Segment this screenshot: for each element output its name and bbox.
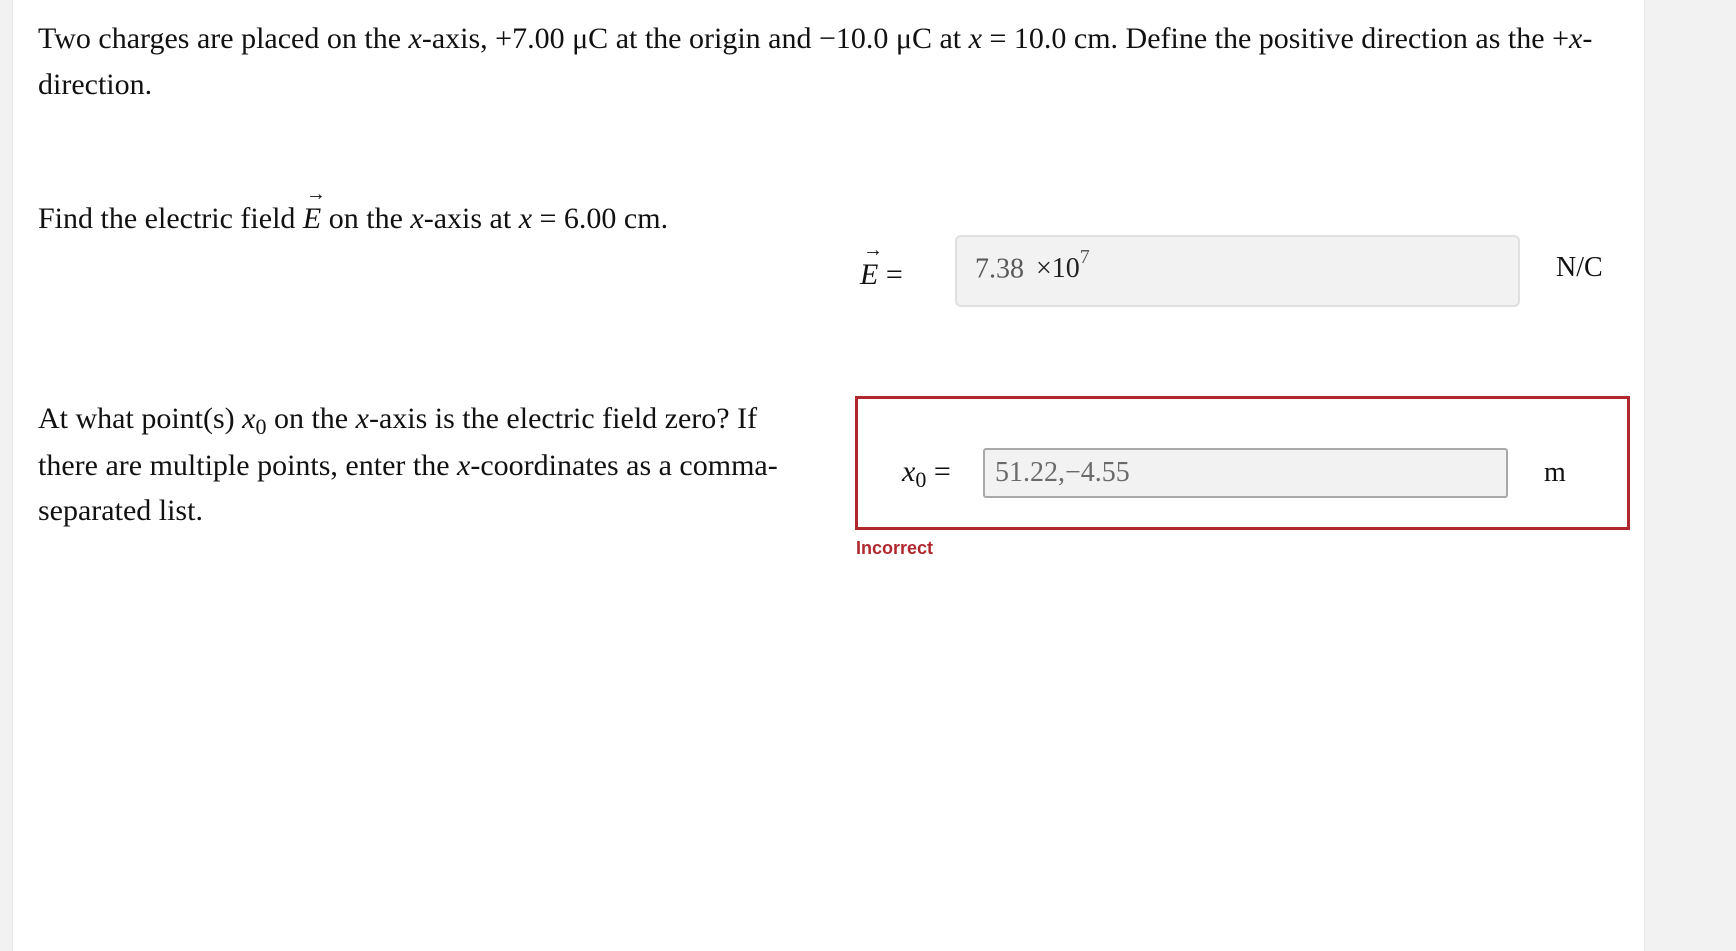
x0-unit: m [1544, 457, 1566, 488]
incorrect-feedback: Incorrect [856, 538, 934, 558]
e-field-answer-box [955, 235, 1520, 307]
x0-answer-label: $x_0$ = [902, 455, 951, 492]
problem-statement: Two charges are placed on the x-axis, +7.00 μC at the origin and −10.0 μC at x = 10.0 cm. Define the positive direction as the +x-direction. [38, 22, 1593, 101]
question-electric-field: Find the electric field → E on the x-axis at x = 6.00 cm. [38, 196, 668, 242]
vector-e-symbol: → E [302, 183, 326, 235]
e-field-answer-value: $7.38 \times 10^7$ [975, 246, 1090, 285]
question-zero-field: At what point(s) $x_0$ on the x-axis is the electric field zero? If there are multiple points, enter the x-coordinates as a comma-separated list. [38, 402, 778, 527]
problem-content [12, 0, 1644, 951]
e-field-unit: N/C [1556, 252, 1603, 283]
right-margin [1644, 0, 1736, 951]
x0-answer-frame [855, 396, 1630, 530]
e-field-answer-label: → E = [860, 239, 903, 291]
x0-answer-input[interactable] [983, 448, 1508, 498]
